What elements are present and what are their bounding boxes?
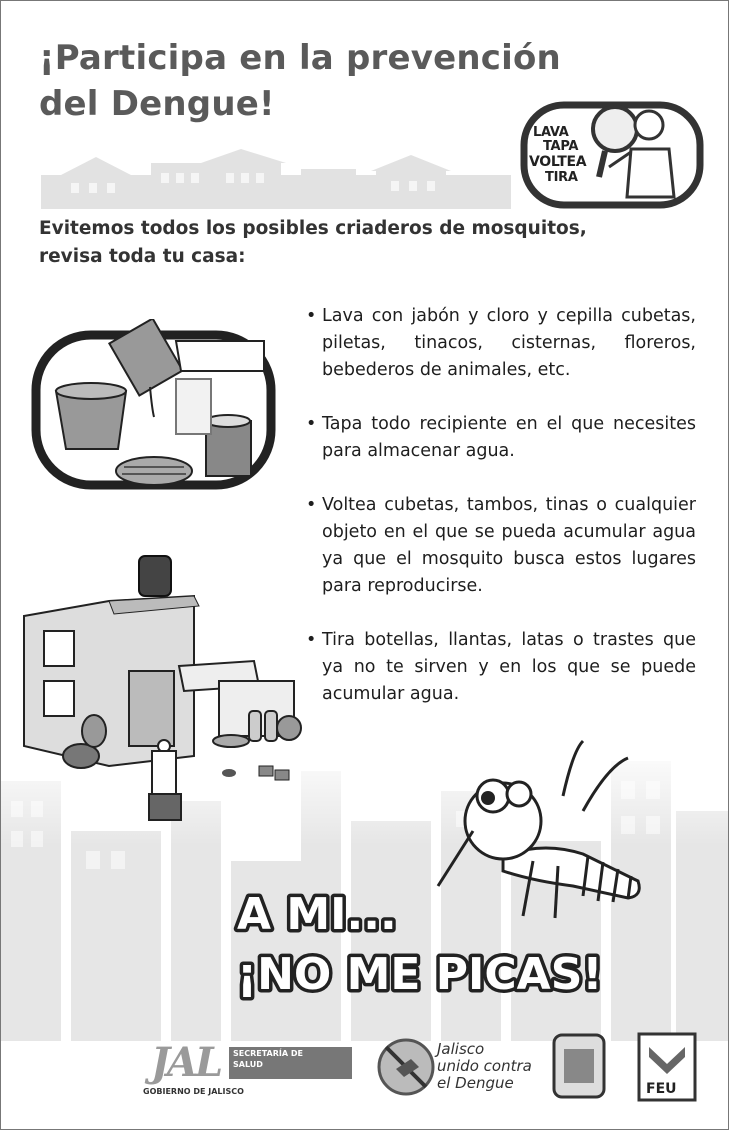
- bullet-marker: •: [306, 306, 317, 326]
- bullet-text: Voltea cubetas, tambos, tinas o cualquier objeto en el que se pueda acumular agua ya que el mosquito busca estos lugares para reproducirse.: [322, 495, 696, 596]
- logos-graphics: [1, 1019, 728, 1129]
- slogan-line-1: A MI...: [237, 889, 397, 940]
- bullet-marker: •: [306, 414, 317, 434]
- list-item: [304, 303, 696, 384]
- jalisco-logo-mark: JAL: [151, 1039, 221, 1086]
- house-yard-illustration: [19, 546, 304, 836]
- slogan-graphic: [233, 883, 693, 1003]
- list-item: [304, 492, 696, 600]
- page-title: [39, 35, 561, 127]
- secretaria-line-1: SECRETARÍA DE: [233, 1049, 303, 1058]
- bullet-marker: •: [306, 495, 317, 515]
- secretaria-line-2: SALUD: [233, 1060, 263, 1069]
- badge-word-voltea: VOLTEA: [529, 154, 587, 170]
- slogan-line-2: ¡NO ME PICAS!: [237, 949, 603, 1000]
- subtitle-line-2: revisa toda tu casa:: [39, 246, 246, 267]
- campaign-line-1: Jalisco: [437, 1040, 485, 1058]
- campaign-line-3: el Dengue: [437, 1074, 514, 1092]
- feu-logo-text: FEU: [646, 1081, 677, 1097]
- list-item: [304, 411, 696, 465]
- title-line-2: del Dengue!: [39, 84, 275, 124]
- bullet-marker: •: [306, 630, 317, 650]
- title-line-1: ¡Participa en la prevención: [39, 38, 561, 78]
- campaign-line-2: unido contra: [437, 1057, 532, 1075]
- badge-word-lava: LAVA: [533, 125, 569, 140]
- subtitle: [39, 215, 587, 271]
- jalisco-logo-caption: GOBIERNO DE JALISCO: [143, 1087, 244, 1096]
- badge-word-tapa: TAPA: [543, 139, 579, 154]
- skyline-illustration: [41, 149, 511, 209]
- containers-illustration: [26, 319, 286, 499]
- badge-words: [519, 97, 609, 207]
- list-item: [304, 627, 696, 708]
- bullet-text: Tira botellas, llantas, latas o trastes que ya no te sirven y en los que se puede acumular agua.: [322, 630, 696, 704]
- prevention-list: [304, 303, 696, 735]
- bullet-text: Tapa todo recipiente en el que necesites para almacenar agua.: [322, 414, 696, 461]
- sponsor-logos: [1, 1019, 728, 1129]
- subtitle-line-1: Evitemos todos los posibles criaderos de mosquitos,: [39, 218, 587, 239]
- bullet-text: Lava con jabón y cloro y cepilla cubetas, piletas, tinacos, cisternas, floreros, bebederos de animales, etc.: [322, 306, 696, 380]
- badge-word-tira: TIRA: [545, 170, 578, 185]
- campaign-logo-text: [437, 1041, 532, 1092]
